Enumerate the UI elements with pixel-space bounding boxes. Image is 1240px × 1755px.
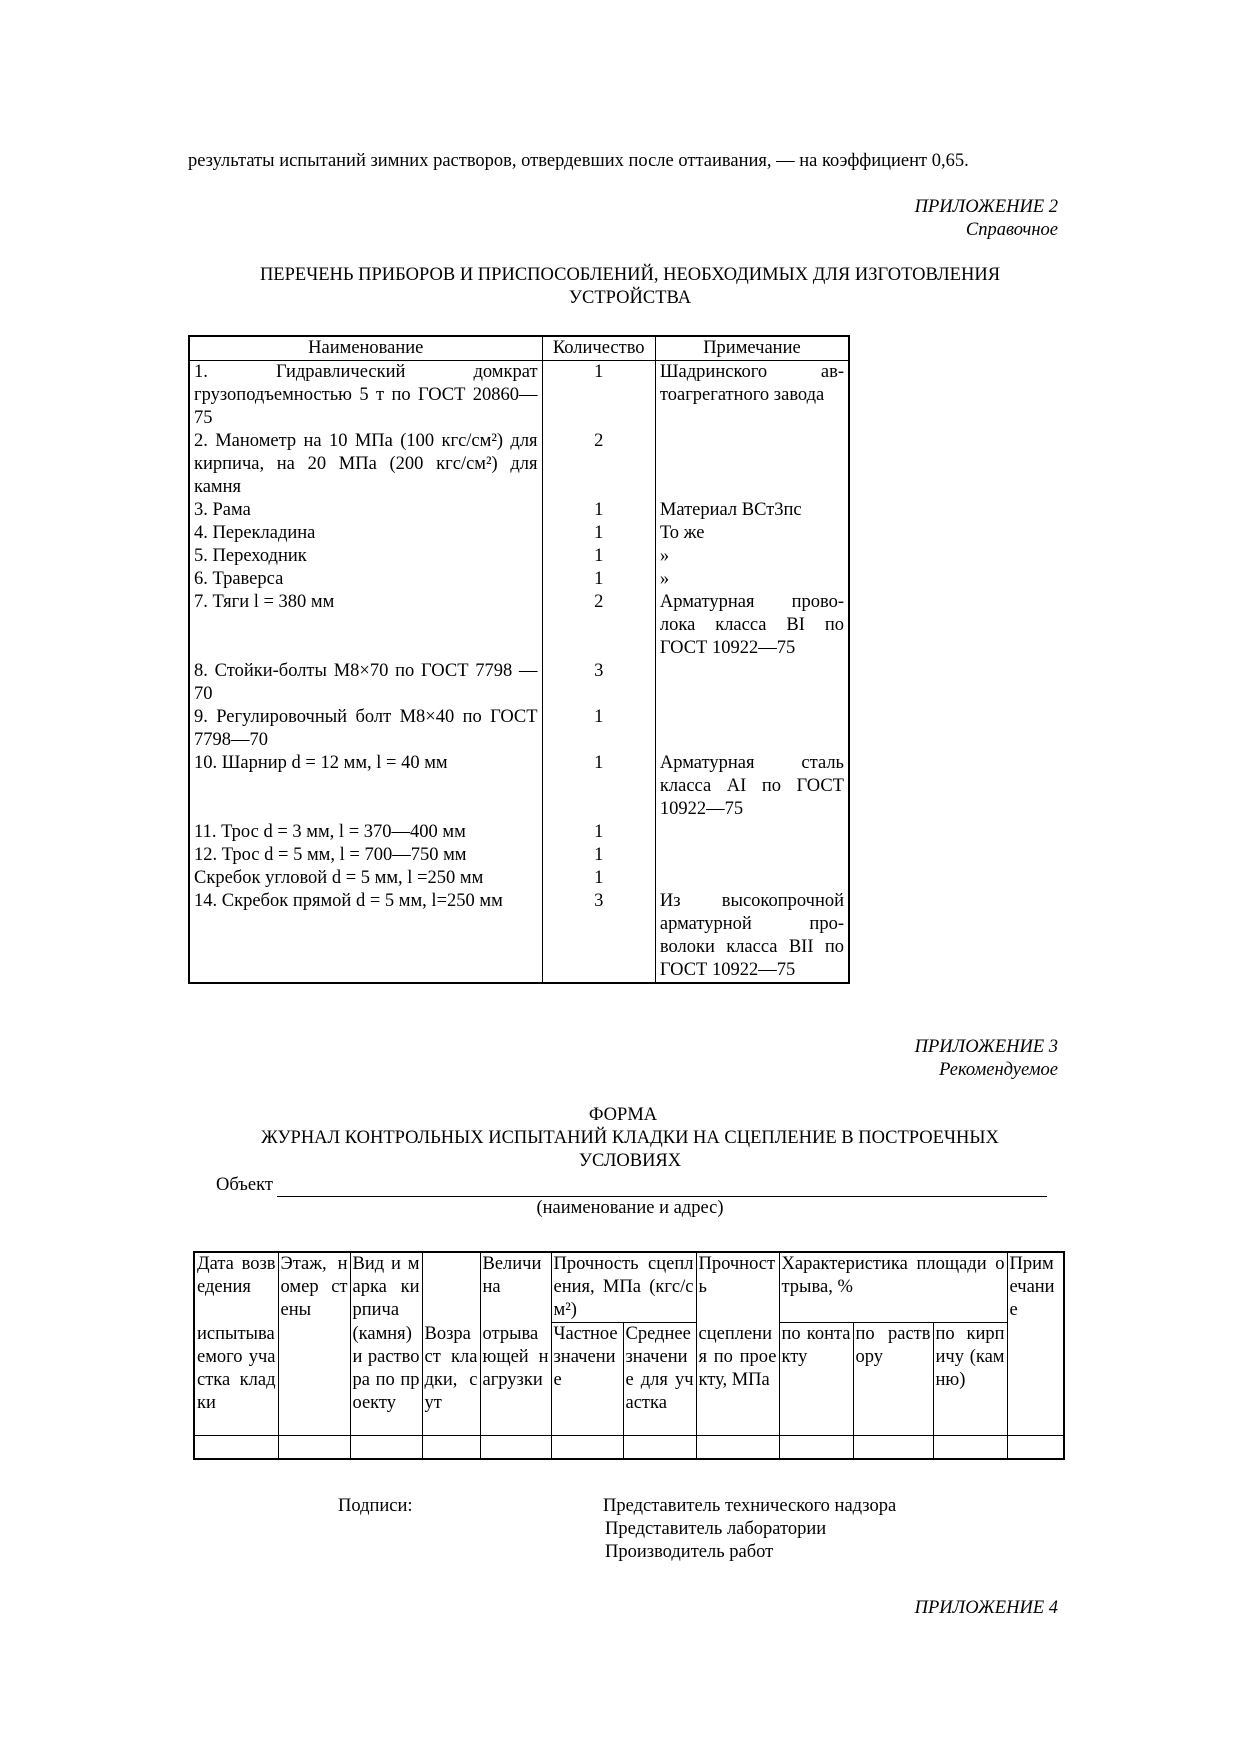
equipment-qty: 2: [542, 591, 655, 660]
journal-table: [193, 1251, 1065, 1460]
journal-empty-row: [194, 1435, 1064, 1459]
equipment-qty: 1: [542, 867, 655, 890]
col-strength: Прочность сцепления, МПа (кгс/см²): [551, 1252, 696, 1323]
appendix2-title: ПЕРЕЧЕНЬ ПРИБОРОВ И ПРИСПОСОБЛЕНИЙ, НЕОБХОДИМЫХ ДЛЯ ИЗГОТОВЛЕНИЯ УСТРОЙСТВА: [259, 265, 1001, 308]
equipment-note: [655, 430, 849, 499]
col-floor: Этаж, номер стены: [278, 1252, 350, 1435]
col-age-top: [422, 1252, 480, 1323]
equipment-row: [189, 522, 849, 545]
equipment-qty: 1: [542, 844, 655, 867]
equipment-name: 12. Трос d = 5 мм, l = 700—750 мм: [189, 844, 542, 867]
equipment-note: Материал ВСт3пс: [659, 500, 802, 520]
equipment-row: [189, 660, 849, 706]
equipment-name: 14. Скребок прямой d = 5 мм, l=250 мм: [189, 890, 542, 983]
equipment-table: [188, 335, 850, 984]
equipment-row: [189, 844, 849, 867]
equipment-name: 7. Тяги l = 380 мм: [189, 591, 542, 660]
equipment-note: [655, 660, 849, 706]
col-note: Примечание: [1007, 1252, 1064, 1435]
col-mortar: по раствору: [853, 1323, 933, 1436]
equipment-qty: 1: [542, 821, 655, 844]
equipment-name: 2. Манометр на 10 МПа (100 кгс/см²) для кирпича, на 20 МПа (200 кгс/см²) для камня: [189, 430, 542, 499]
col-date-top: Дата возведения: [194, 1252, 278, 1323]
appendix2-label: ПРИЛОЖЕНИЕ 2: [914, 197, 1058, 217]
equipment-note: То же: [659, 523, 705, 543]
col-average: Среднее значение для участка: [623, 1323, 696, 1436]
equipment-row: [189, 430, 849, 499]
equipment-row: [189, 361, 849, 431]
equipment-name: 8. Стойки-болты М8×70 по ГОСТ 7798 —70: [189, 660, 542, 706]
equipment-qty: 1: [542, 706, 655, 752]
signer-tech: Представитель технического надзора: [603, 1496, 897, 1516]
col-load-top: Величина: [480, 1252, 551, 1323]
equipment-row: [189, 568, 849, 591]
equipment-note: [655, 844, 849, 867]
equipment-qty: 1: [542, 499, 655, 522]
equipment-row: [189, 499, 849, 522]
equipment-note: Из высокопрочной арматурной про-волоки класса BII по ГОСТ 10922—75: [659, 891, 844, 980]
object-hint: (наименование и адрес): [536, 1198, 724, 1218]
object-field: [216, 1174, 1047, 1197]
equipment-note: »: [659, 569, 670, 589]
signer-works: Производитель работ: [605, 1542, 774, 1562]
equipment-name: 3. Рама: [189, 499, 542, 522]
col-date-bottom: испытываемого участка кладки: [194, 1323, 278, 1436]
form-label: ФОРМА: [588, 1105, 658, 1125]
appendix2-type: Справочное: [965, 220, 1058, 240]
equipment-row: [189, 545, 849, 568]
appendix3-type: Рекомендуемое: [939, 1060, 1058, 1080]
equipment-note: »: [659, 546, 670, 566]
col-contact: по контакту: [779, 1323, 853, 1436]
signer-lab: Представитель лаборатории: [605, 1519, 827, 1539]
col-area: Характеристика площади отрыва, %: [779, 1252, 1007, 1323]
col-brick-area: по кирпичу (камню): [933, 1323, 1007, 1436]
col-design-bottom: сцепления по проекту, МПа: [696, 1323, 779, 1436]
header-note: Примечание: [655, 336, 849, 361]
signatures-label: Подписи:: [338, 1496, 413, 1516]
equipment-qty: 2: [542, 430, 655, 499]
appendix4-label: ПРИЛОЖЕНИЕ 4: [914, 1598, 1058, 1618]
intro-paragraph: результаты испытаний зимних растворов, отвердевших после оттаивания, — на коэффициент 0,65.: [188, 151, 969, 171]
equipment-row: [189, 591, 849, 660]
col-design-top: Прочность: [696, 1252, 779, 1323]
equipment-row: [189, 867, 849, 890]
equipment-name: 9. Регулировочный болт М8×40 по ГОСТ 7798—70: [189, 706, 542, 752]
object-label: Объект: [216, 1175, 273, 1195]
col-load-bottom: отрывающей нагрузки: [480, 1323, 551, 1436]
equipment-name: 10. Шарнир d = 12 мм, l = 40 мм: [189, 752, 542, 821]
equipment-name: Скребок угловой d = 5 мм, l =250 мм: [189, 867, 542, 890]
equipment-note: [655, 706, 849, 752]
equipment-name: 4. Перекладина: [189, 522, 542, 545]
equipment-row: [189, 890, 849, 983]
equipment-note: [655, 867, 849, 890]
col-brick-bottom: (камня) и раствора по проекту: [350, 1323, 422, 1436]
object-line: [277, 1178, 1047, 1197]
equipment-qty: 1: [542, 361, 655, 431]
appendix3-label: ПРИЛОЖЕНИЕ 3: [914, 1037, 1058, 1057]
equipment-qty: 1: [542, 522, 655, 545]
header-name: Наименование: [189, 336, 542, 361]
equipment-note: Арматурная прово-лока класса BI по ГОСТ 10922—75: [659, 592, 844, 658]
equipment-qty: 3: [542, 660, 655, 706]
col-brick-top: Вид и марка кирпича: [350, 1252, 422, 1323]
equipment-qty: 1: [542, 545, 655, 568]
equipment-name: 6. Траверса: [189, 568, 542, 591]
equipment-qty: 3: [542, 890, 655, 983]
equipment-name: 1. Гидравлический домкрат грузоподъемностью 5 т по ГОСТ 20860—75: [189, 361, 542, 431]
equipment-qty: 1: [542, 568, 655, 591]
col-partial: Частное значение: [551, 1323, 623, 1436]
equipment-row: [189, 752, 849, 821]
equipment-row: [189, 821, 849, 844]
equipment-note: Шадринского ав-тоагрегатного завода: [659, 362, 844, 405]
equipment-name: 11. Трос d = 3 мм, l = 370—400 мм: [189, 821, 542, 844]
equipment-note: [655, 821, 849, 844]
appendix3-title: ЖУРНАЛ КОНТРОЛЬНЫХ ИСПЫТАНИЙ КЛАДКИ НА СЦЕПЛЕНИЕ В ПОСТРОЕЧНЫХ УСЛОВИЯХ: [261, 1128, 999, 1171]
equipment-qty: 1: [542, 752, 655, 821]
equipment-row: [189, 706, 849, 752]
equipment-note: Арматурная сталь класса AI по ГОСТ 10922—75: [659, 753, 844, 819]
equipment-name: 5. Переходник: [189, 545, 542, 568]
header-qty: Количество: [542, 336, 655, 361]
col-age: Возраст кладки, сут: [422, 1323, 480, 1436]
